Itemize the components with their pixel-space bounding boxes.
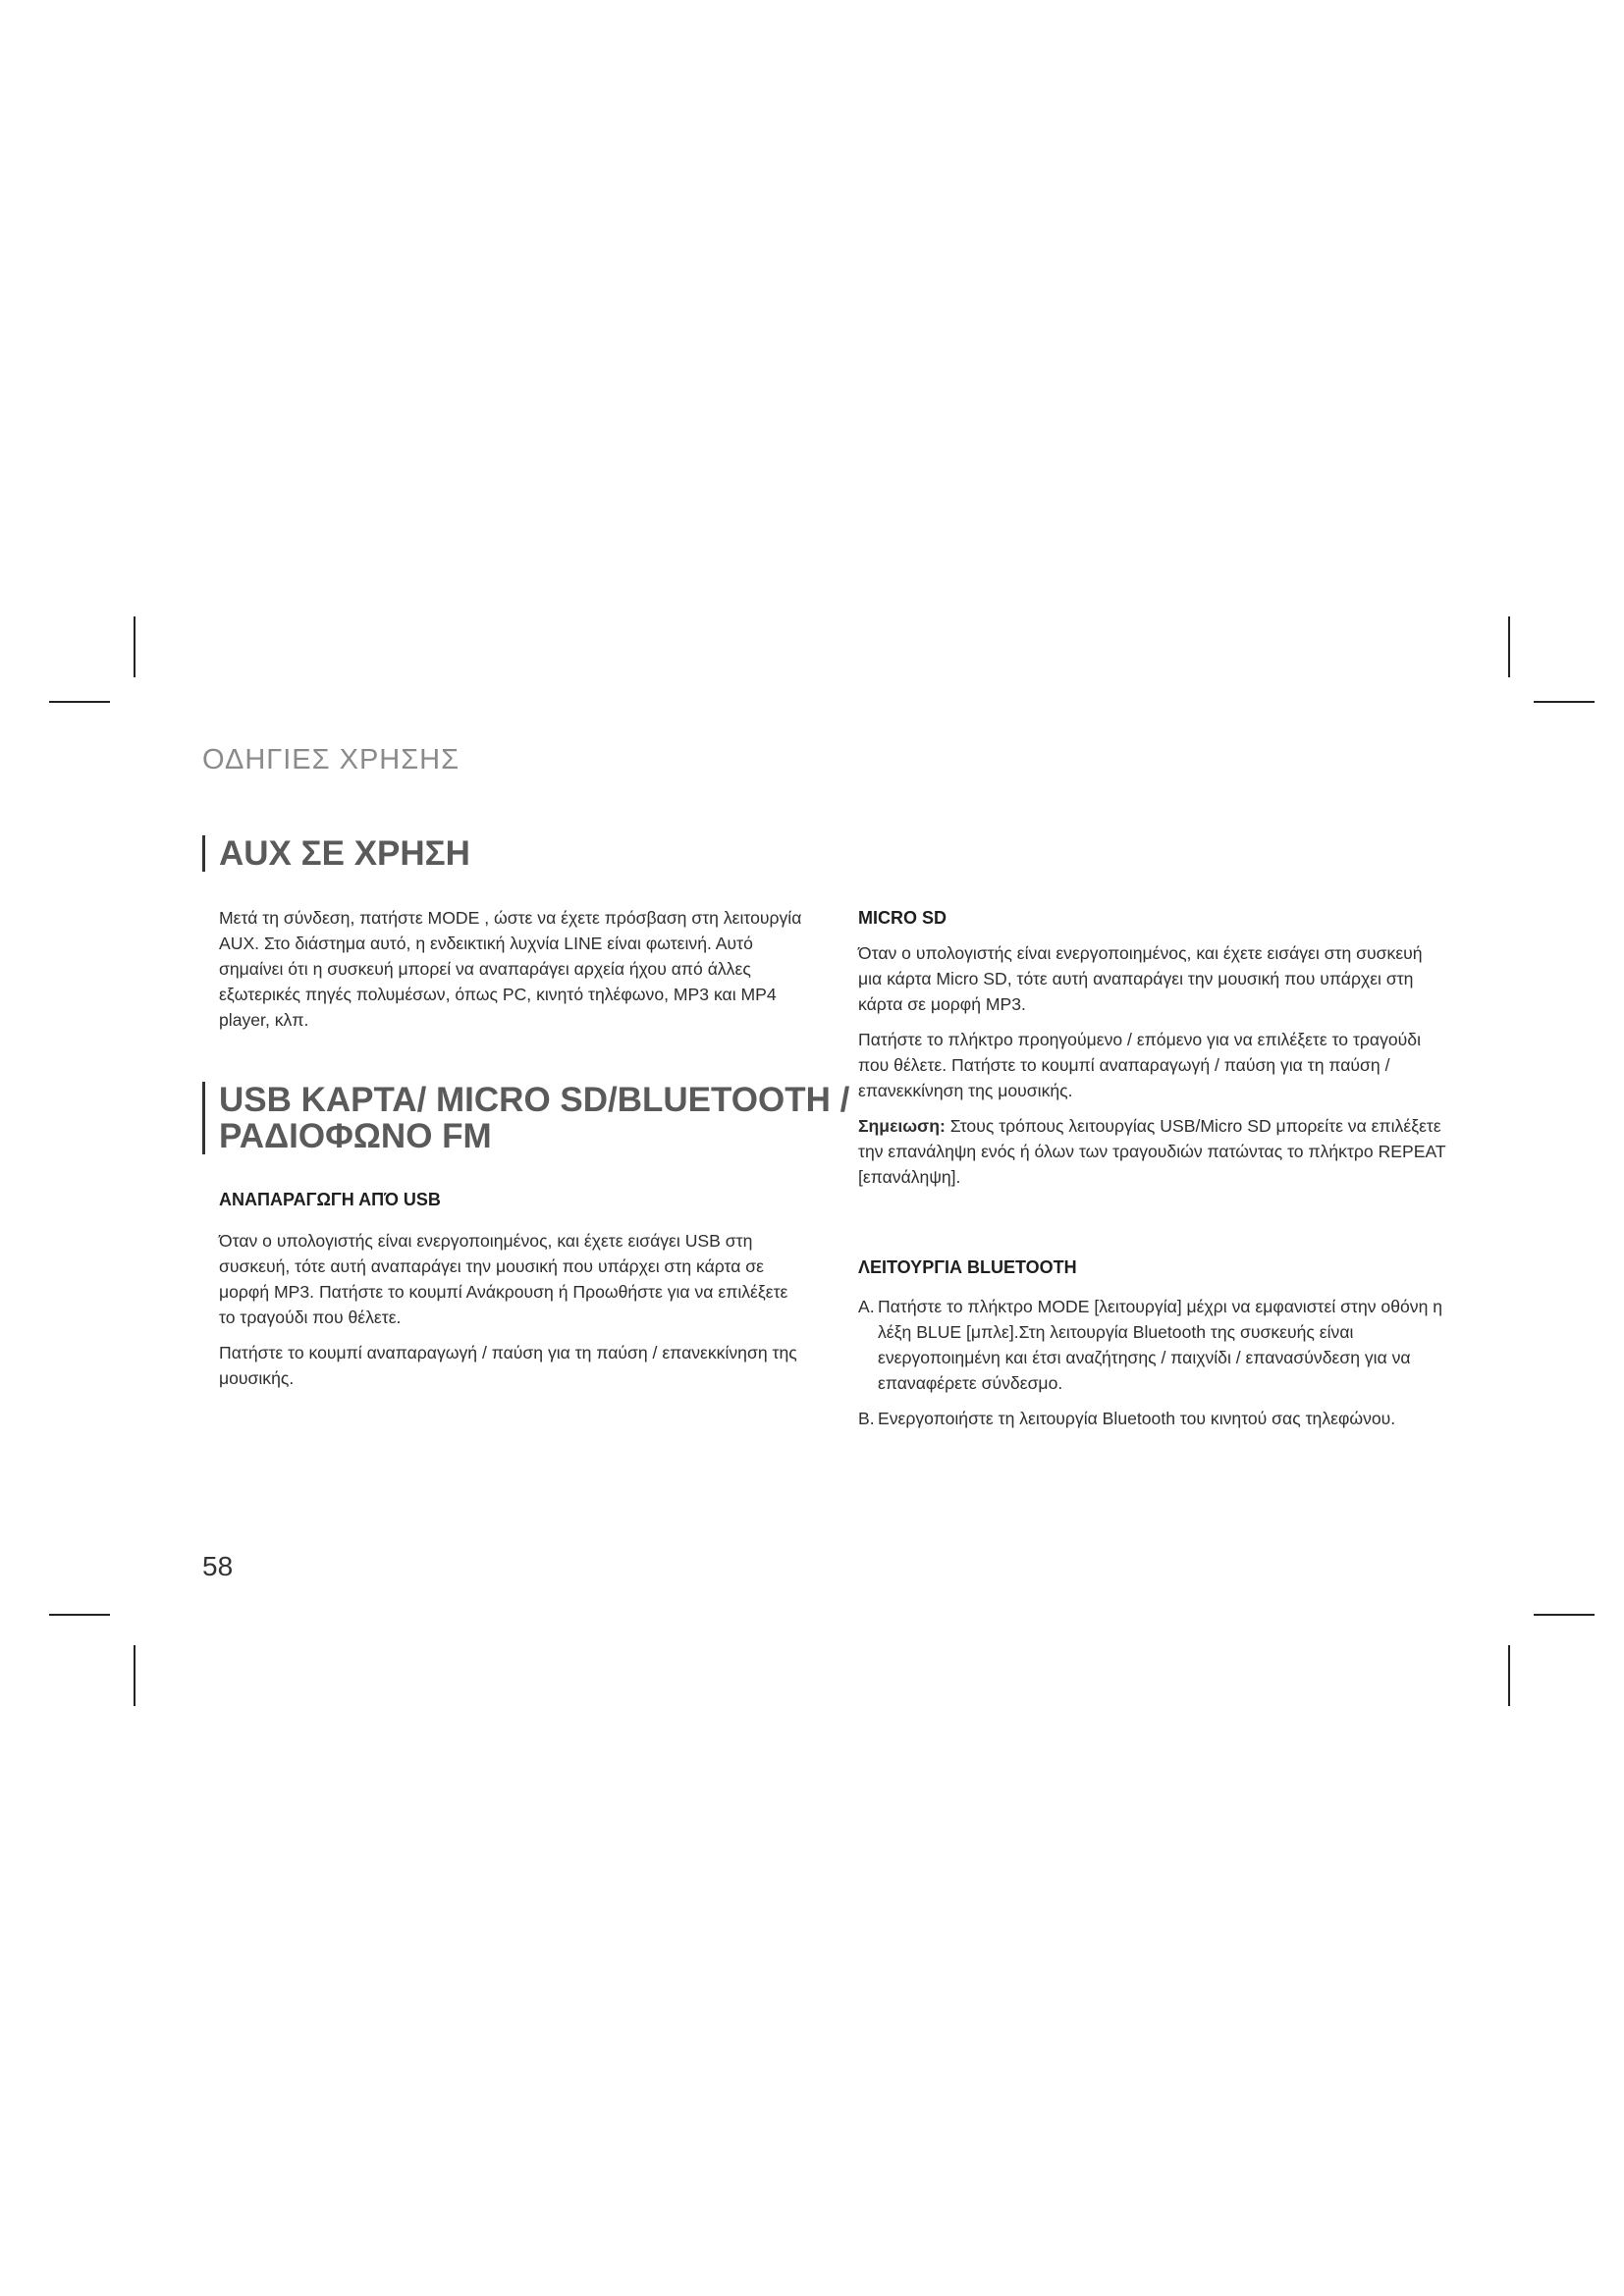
usb-heading-line2: ΡΑΔΙΟΦΩΝΟ FM [219,1117,492,1155]
aux-heading-text: AUX ΣΕ ΧΡΗΣΗ [219,834,470,873]
list-item [858,1406,1447,1431]
usb-playback-heading: ΑΝΑΠΑΡΑΓΩΓΗ ΑΠΌ USB [219,1190,441,1209]
usb-section-heading [202,1082,849,1154]
usb-heading-line1: USB ΚΑΡΤΑ/ MICRO SD/BLUETOOTH / [219,1081,850,1119]
micro-sd-body [858,905,1447,1200]
list-item-text: Ενεργοποιήστε τη λειτουργία Bluetooth του κινητού σας τηλεφώνου. [878,1409,1396,1428]
list-marker: B. [858,1409,875,1428]
manual-title: ΟΔΗΓΙΕΣ ΧΡΗΣΗΣ [202,744,460,775]
list-item-text: Πατήστε το πλήκτρο MODE [λειτουργία] μέχρι να εμφανιστεί στην οθόνη η λέξη BLUE [μπλε].Στη λειτουργία Bluetooth της συσκευής είναι ενεργοποιημένη και έτσι αναζήτησης / παιχνίδι / επανασύνδεση για να επαναφέρετε σύνδεσμο. [878,1297,1443,1393]
usb-paragraph-1: Όταν ο υπολογιστής είναι ενεργοποιημένος, και έχετε εισάγει USB στη συσκευή, τότε αυτή αναπαράγει την μουσική που υπάρχει στη κάρτα σε μορφή MP3. Πατήστε το κουμπί Ανάκρουση ή Προωθήστε για να επιλέξετε το τραγούδι που θέλετε. [219,1231,788,1327]
crop-mark [1508,616,1510,677]
note-text: Στους τρόπους λειτουργίας USB/Micro SD μπορείτε να επιλέξετε την επανάληψη ενός ή όλων των τραγουδιών πατώντας το πλήκτρο REPEAT [επανάληψη]. [858,1116,1446,1187]
aux-body [219,905,808,1042]
crop-mark [49,1614,110,1616]
aux-heading [202,835,470,872]
list-item [858,1294,1447,1396]
crop-mark [134,616,135,677]
micro-sd-note [858,1113,1447,1190]
usb-body [219,1187,808,1401]
list-marker: A. [858,1297,875,1316]
bluetooth-heading: ΛΕΙΤΟΥΡΓΙΑ BLUETOOTH [858,1257,1077,1277]
crop-mark [1534,701,1595,703]
crop-mark [1534,1614,1595,1616]
crop-mark [1508,1645,1510,1706]
page-number: 58 [202,1551,234,1581]
micro-sd-paragraph-1: Όταν ο υπολογιστής είναι ενεργοποιημένος, και έχετε εισάγει στη συσκευή μια κάρτα Micro SD, τότε αυτή αναπαράγει την μουσική που υπάρχει στη κάρτα σε μορφή MP3. [858,943,1423,1014]
aux-paragraph: Μετά τη σύνδεση, πατήστε MODE , ώστε να έχετε πρόσβαση στη λειτουργία AUX. Στο διάστημα αυτό, η ενδεικτική λυχνία LINE είναι φωτεινή. Αυτό σημαίνει ότι η συσκευή μπορεί να αναπαράγει αρχεία ήχου από άλλες εξωτερικές πηγές πολυμέσων, όπως PC, κινητό τηλέφωνο, MP3 και MP4 player, κλπ. [219,908,802,1030]
bluetooth-body [858,1255,1447,1441]
crop-mark [49,701,110,703]
crop-mark [134,1645,135,1706]
micro-sd-paragraph-2: Πατήστε το πλήκτρο προηγούμενο / επόμενο για να επιλέξετε το τραγούδι που θέλετε. Πατήστε το κουμπί αναπαραγωγή / παύση για τη παύση / επανεκκίνηση της μουσικής. [858,1030,1421,1100]
usb-paragraph-2: Πατήστε το κουμπί αναπαραγωγή / παύση για τη παύση / επανεκκίνηση της μουσικής. [219,1343,797,1388]
micro-sd-heading: MICRO SD [858,908,947,928]
note-label: Σημειωση: [858,1116,946,1136]
